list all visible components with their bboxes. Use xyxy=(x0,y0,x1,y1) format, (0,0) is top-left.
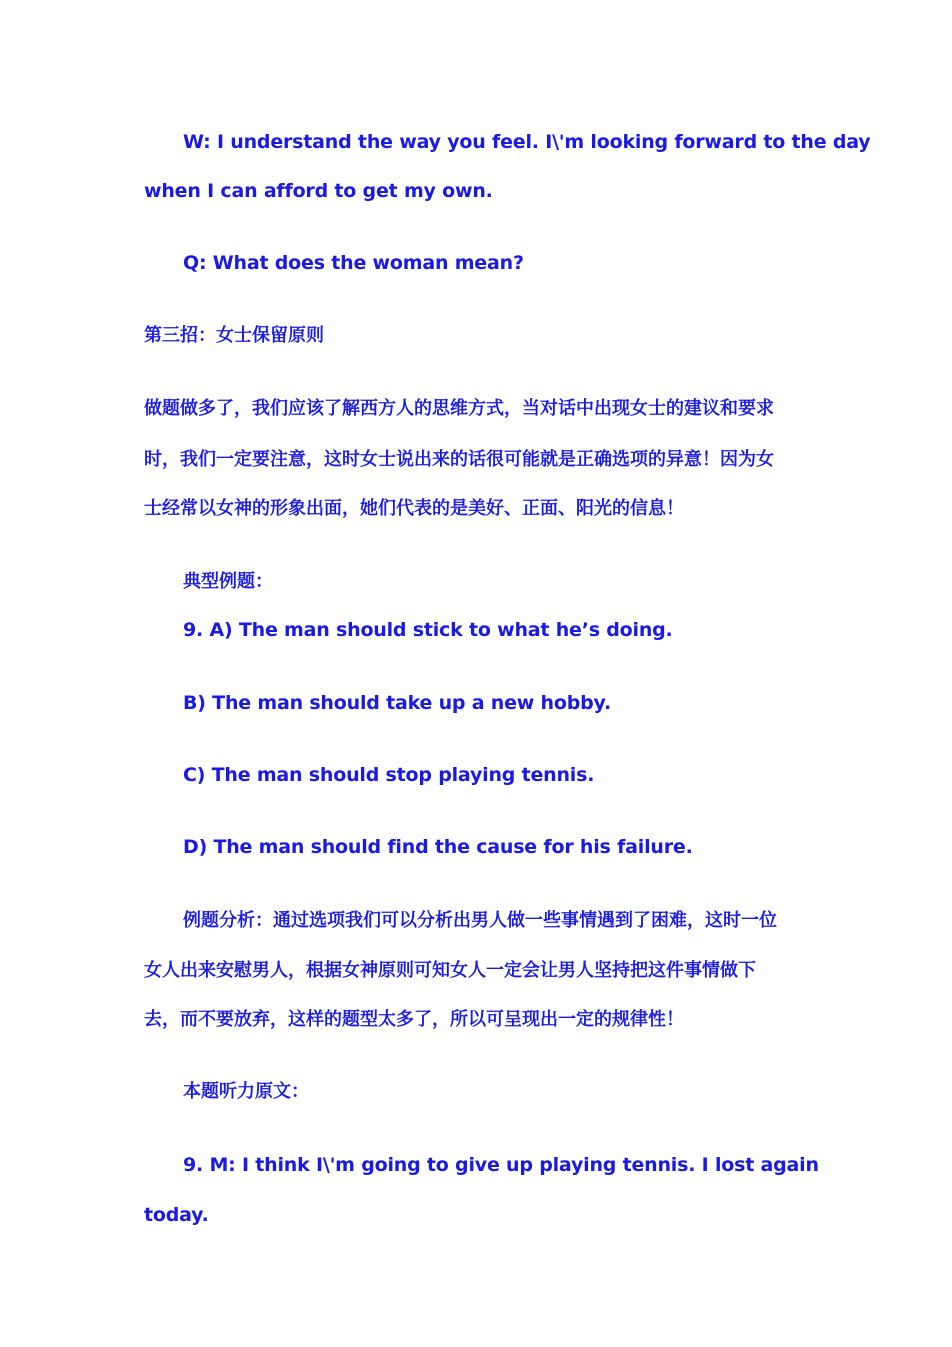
paragraph-1-line-2: 时，我们一定要注意，这时女士说出来的话很可能就是正确选项的异意！因为女 xyxy=(144,449,774,470)
transcript-heading: 本题听力原文： xyxy=(183,1081,309,1102)
transcript-line-2: today. xyxy=(144,1204,209,1226)
dialogue-woman-line-1: W: I understand the way you feel. I\'m looking forward to the day xyxy=(183,131,871,153)
example-heading: 典型例题： xyxy=(183,571,273,592)
transcript-line-1: 9. M: I think I\'m going to give up playing tennis. I lost again xyxy=(183,1154,819,1176)
question-line: Q: What does the woman mean? xyxy=(183,252,524,274)
paragraph-1-line-3: 士经常以女神的形象出面，她们代表的是美好、正面、阳光的信息！ xyxy=(144,498,684,519)
option-c: C) The man should stop playing tennis. xyxy=(183,764,595,786)
analysis-line-1: 例题分析：通过选项我们可以分析出男人做一些事情遇到了困难，这时一位 xyxy=(183,910,777,931)
analysis-line-3: 去，而不要放弃，这样的题型太多了，所以可呈现出一定的规律性！ xyxy=(144,1009,684,1030)
dialogue-woman-line-2: when I can afford to get my own. xyxy=(144,180,493,202)
option-a: 9. A) The man should stick to what he’s doing. xyxy=(183,619,673,641)
option-d: D) The man should find the cause for his failure. xyxy=(183,836,693,858)
section-heading: 第三招：女士保留原则 xyxy=(144,325,324,346)
option-b: B) The man should take up a new hobby. xyxy=(183,692,611,714)
paragraph-1-line-1: 做题做多了，我们应该了解西方人的思维方式，当对话中出现女士的建议和要求 xyxy=(144,398,774,419)
analysis-line-2: 女人出来安慰男人，根据女神原则可知女人一定会让男人坚持把这件事情做下 xyxy=(144,960,756,981)
